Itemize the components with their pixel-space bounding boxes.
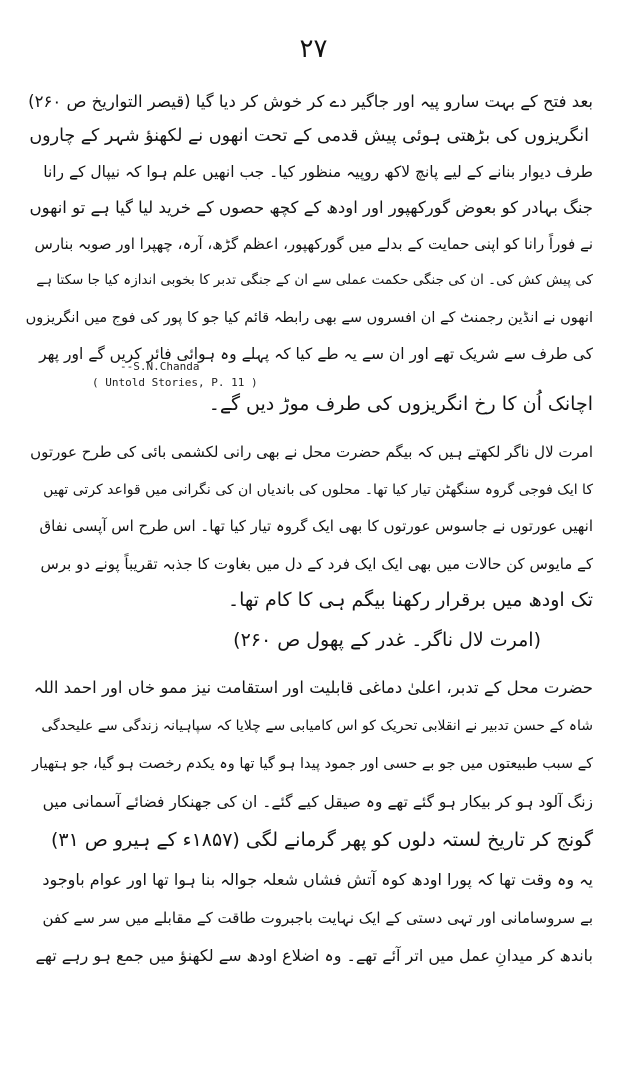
text-line: کے مایوس کن حالات میں بھی ایک ایک فرد کے دل میں بغاوت کا جذبہ تقریباً پونے دو برس [40,555,593,573]
page-number: ۲۷ [299,34,328,64]
text-line: جنگ بہادر کو بعوض گورکھپور اور اودھ کے کچھ حصوں کے خرید لیا گیا ہے تو انھوں [29,198,593,217]
text-line: کی طرف سے شریک تھے اور ان سے یہ طے کیا کہ پہلے وہ ہوائی فائر کریں گے اور پھر [39,345,593,363]
text-line: زنگ آلود ہو کر بیکار ہو گئے تھے وہ صیقل کیے گئے۔ ان کی جھنکار فضائے آسمانی میں [42,793,593,811]
citation-author: --S.N.Chanda [120,360,200,373]
text-line: بعد فتح کے بہت سارو پیہ اور جاگیر دے کر خوش کر دیا گیا (قیصر التواریخ ص ۲۶۰) [28,92,593,111]
text-line: گونج کر تاریخ لستہ دلوں کو پھر گرمانے لگی (۱۸۵۷ء کے ہیرو ص ۳۱) [50,829,593,851]
text-line: یہ وہ وقت تھا کہ پورا اودھ کوہ آتش فشاں شعلہ جوالہ بنا ہوا تھا اور عوام باوجود [42,870,593,889]
text-line: انھوں نے انڈین رجمنٹ کے ان افسروں سے بھی رابطہ قائم کیا جو کا پور کی فوج میں انگریزوں [25,310,593,326]
text-line: نے فوراً رانا کو اپنی حمایت کے بدلے میں گورکھپور، اعظم گڑھ، آرہ، چھپرا اور صوبہ بنارس [34,235,593,253]
text-line: تک اودھ میں برقرار رکھنا بیگم ہی کا کام تھا۔ [227,589,593,611]
text-line: انھیں عورتوں نے جاسوس عورتوں کا بھی ایک گروہ تیار کیا تھا۔ اس طرح اس آپسی نفاق [39,517,593,535]
text-line: اچانک اُن کا رخ انگریزوں کی طرف موڑ دیں گے۔ [208,393,593,415]
text-line: حضرت محل کے تدبر، اعلیٰ دماغی قابلیت اور استقامت نیز ممو خاں اور احمد اللہ [33,678,593,697]
text-line: باندھ کر میدانِ عمل میں اتر آئے تھے۔ وہ اضلاع اودھ سے لکھنؤ میں جمع ہو رہے تھے [35,946,593,965]
citation-source: ( Untold Stories, P. 11 ) [92,376,258,389]
text-line: امرت لال ناگر لکھتے ہیں کہ بیگم حضرت محل نے بھی رانی لکشمی بائی کی طرح عورتوں [30,443,593,461]
text-line: طرف دیوار بنانے کے لیے پانچ لاکھ روپیہ منظور کیا۔ جب انھیں علم ہوا کہ نیپال کے رانا [43,163,593,181]
text-line: انگریزوں کی بڑھتی ہوئی پیش قدمی کے تحت انھوں نے لکھنؤ شہر کے چاروں [29,126,589,146]
text-line: کی پیش کش کی۔ ان کی جنگی حکمت عملی سے ان کے جنگی تدبر کا بخوبی اندازہ کیا جا سکتا ہے [36,272,593,288]
text-line: (امرت لال ناگر۔ غدر کے پھول ص ۲۶۰) [233,629,541,651]
text-line: شاہ کے حسن تدبیر نے انقلابی تحریک کو اس کامیابی سے چلایا کہ سپاہیانہ زندگی سے علیحدگی [41,718,593,734]
text-line: کا ایک فوجی گروہ سنگھٹن تیار کیا تھا۔ محلوں کی باندیاں ان کی نگرانی میں قواعد کرتی تھیں [43,482,593,498]
text-line: کے سبب طبیعتوں میں جو بے حسی اور جمود پیدا ہو گیا تھا وہ یکدم رخصت ہو گیا، جو ہتھیار [32,756,593,772]
text-line: بے سروسامانی اور تہی دستی کے ایک نہایت باجبروت طاقت کے مقابلے میں سر سے کفن [42,909,593,927]
